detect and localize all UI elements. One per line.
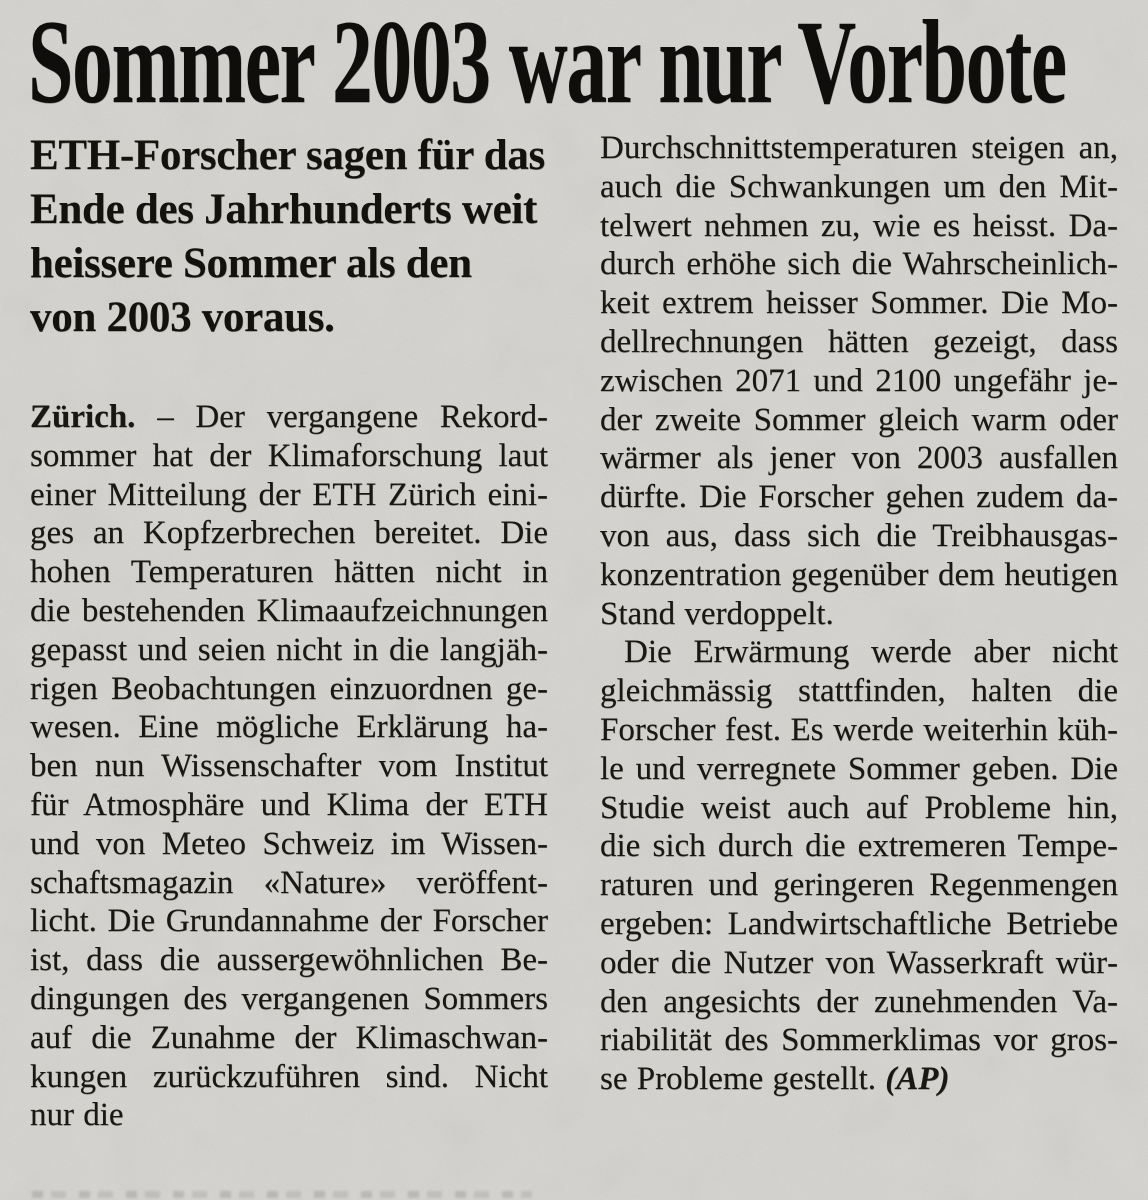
- headline: [28, 0, 1066, 128]
- body-text-left: – Der vergangene Rekordsommer hat der Klimaforschung laut einer Mitteilung der ETH Zürich einiges an Kopfzerbrechen bereitet. Die hohen Temperaturen hätten nicht in die bestehenden Klimaaufzeichnungen gepasst und seien nicht in die langjährigen Beobachtungen einzuordnen gewesen. Eine mögliche Erklärung haben nun Wissenschafter vom Institut für Atmosphäre und Klima der ETH und von Meteo Schweiz im Wissenschaftsmagazin «Nature» veröffentlicht. Die Grundannahme der Forscher ist, dass die aussergewöhnlichen Bedingungen des vergangenen Sommers auf die Zunahme der Klimaschwankungen zurückzuführen sind. Nicht nur die: [30, 399, 548, 1134]
- body-paragraph-right-2: [600, 633, 1118, 1099]
- dateline: Zürich.: [30, 399, 136, 435]
- body-paragraph-right-1: Durchschnittstemperaturen steigen an, auch die Schwankungen um den Mittelwert nehmen zu, wie es heisst. Dadurch erhöhe sich die Wahrscheinlichkeit extrem heisser Sommer. Die Modellrechnungen hätten gezeigt, dass zwischen 2071 und 2100 ungefähr jeder zweite Sommer gleich warm oder wärmer als jener von 2003 ausfallen dürfte. Die Forscher gehen zudem davon aus, dass sich die Treibhausgaskonzentration gegenüber dem heutigen Stand verdoppelt.: [600, 130, 1118, 632]
- column-right: [600, 129, 1118, 1135]
- column-left: [30, 129, 548, 1135]
- lead-paragraph: ETH-Forscher sagen für das Ende des Jahrhunderts weit heissere Sommer als den von 2003 voraus.: [30, 132, 545, 341]
- body-text-right-2: Die Erwärmung werde aber nicht gleichmässig stattfinden, halten die Forscher fest. Es werde weiterhin kühle und verregnete Sommer geben. Die Studie weist auch auf Probleme hin, die sich durch die extremeren Temperaturen und geringeren Regenmengen ergeben: Landwirtschaftliche Betriebe oder die Nutzer von Wasserkraft würden angesichts der zunehmenden Variabilität des Sommerklimas vor grosse Probleme gestellt.: [600, 634, 1118, 1098]
- article-columns: [30, 129, 1118, 1135]
- agency-credit: (AP): [885, 1061, 950, 1098]
- headline-text: Sommer 2003 war nur Vorbote: [28, 0, 1066, 128]
- body-paragraph-left: [30, 398, 548, 1135]
- cutoff-next-line-remnant: [32, 1191, 532, 1198]
